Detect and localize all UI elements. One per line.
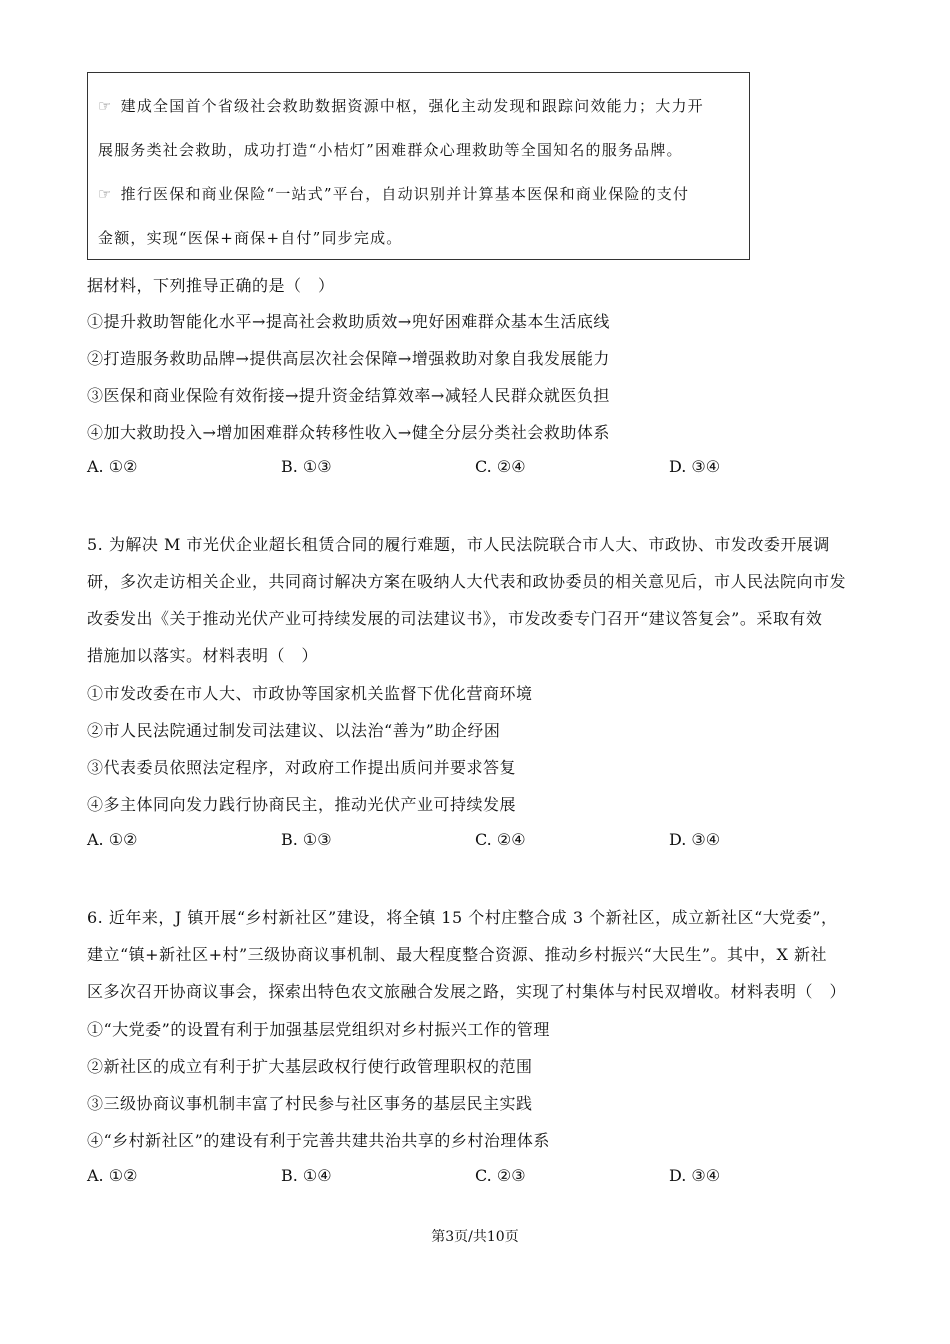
- q5-stem-line: 措施加以落实。材料表明（ ）: [87, 646, 319, 665]
- q5-option-c[interactable]: C. ②④: [475, 830, 526, 849]
- q6-option-a[interactable]: A. ①②: [87, 1166, 138, 1185]
- q4-item: ①提升救助智能化水平→提高社会救助质效→兜好困难群众基本生活底线: [87, 312, 610, 331]
- pointing-hand-icon: ☞: [98, 97, 113, 115]
- q5-item: ③代表委员依照法定程序，对政府工作提出质问并要求答复: [87, 758, 517, 777]
- q6-item: ③三级协商议事机制丰富了村民参与社区事务的基层民主实践: [87, 1094, 533, 1113]
- q6-option-c[interactable]: C. ②③: [475, 1166, 526, 1185]
- q4-option-b[interactable]: B. ①③: [281, 457, 332, 476]
- q5-option-d[interactable]: D. ③④: [669, 830, 721, 849]
- q5-stem-line: 改委发出《关于推动光伏产业可持续发展的司法建议书》，市发改委专门召开“建议答复会”。采取有效: [87, 609, 823, 628]
- q6-item: ④“乡村新社区”的建设有利于完善共建共治共享的乡村治理体系: [87, 1131, 550, 1150]
- q5-option-a[interactable]: A. ①②: [87, 830, 138, 849]
- q6-option-d[interactable]: D. ③④: [669, 1166, 721, 1185]
- q4-option-c[interactable]: C. ②④: [475, 457, 526, 476]
- material-line: ☞ 推行医保和商业保险“一站式”平台，自动识别并计算基本医保和商业保险的支付: [98, 185, 690, 203]
- q6-item: ①“大党委”的设置有利于加强基层党组织对乡村振兴工作的管理: [87, 1020, 550, 1039]
- q4-option-a[interactable]: A. ①②: [87, 457, 138, 476]
- q4-item: ②打造服务救助品牌→提供高层次社会保障→增强救助对象自我发展能力: [87, 349, 610, 368]
- page-number: 第3页/共10页: [431, 1229, 519, 1245]
- q6-stem-line: 区多次召开协商议事会，探索出特色农文旅融合发展之路，实现了村集体与村民双增收。材料表明（ ）: [87, 982, 847, 1001]
- q6-item: ②新社区的成立有利于扩大基层政权行使行政管理职权的范围: [87, 1057, 533, 1076]
- q4-item: ③医保和商业保险有效衔接→提升资金结算效率→减轻人民群众就医负担: [87, 386, 610, 405]
- q5-item: ④多主体同向发力践行协商民主，推动光伏产业可持续发展: [87, 795, 517, 814]
- q5-stem-line: 研，多次走访相关企业，共同商讨解决方案在吸纳人大代表和政协委员的相关意见后，市人民法院向市发: [87, 572, 847, 591]
- q6-stem-line: 建立“镇+新社区+村”三级协商议事机制、最大程度整合资源、推动乡村振兴“大民生”。其中，X 新社: [87, 945, 828, 964]
- pointing-hand-icon: ☞: [98, 185, 113, 203]
- q6-stem-line: 6. 近年来，J 镇开展“乡村新社区”建设，将全镇 15 个村庄整合成 3 个新社区，成立新社区“大党委”，: [87, 908, 838, 927]
- q5-item: ②市人民法院通过制发司法建议、以法治“善为”助企纾困: [87, 721, 501, 740]
- q4-item: ④加大救助投入→增加困难群众转移性收入→健全分层分类社会救助体系: [87, 423, 610, 442]
- q6-option-b[interactable]: B. ①④: [281, 1166, 332, 1185]
- q4-stem: 据材料，下列推导正确的是（ ）: [87, 276, 335, 295]
- q5-item: ①市发改委在市人大、市政协等国家机关监督下优化营商环境: [87, 684, 533, 703]
- material-line: 金额，实现“医保+商保+自付”同步完成。: [98, 229, 403, 247]
- material-box: [87, 72, 750, 260]
- material-line: ☞ 建成全国首个省级社会救助数据资源中枢，强化主动发现和跟踪问效能力；大力开: [98, 97, 704, 115]
- material-line: 展服务类社会救助，成功打造“小桔灯”困难群众心理救助等全国知名的服务品牌。: [98, 141, 683, 159]
- q4-option-d[interactable]: D. ③④: [669, 457, 721, 476]
- q5-stem-line: 5. 为解决 M 市光伏企业超长租赁合同的履行难题，市人民法院联合市人大、市政协、市发改委开展调: [87, 535, 830, 554]
- q5-option-b[interactable]: B. ①③: [281, 830, 332, 849]
